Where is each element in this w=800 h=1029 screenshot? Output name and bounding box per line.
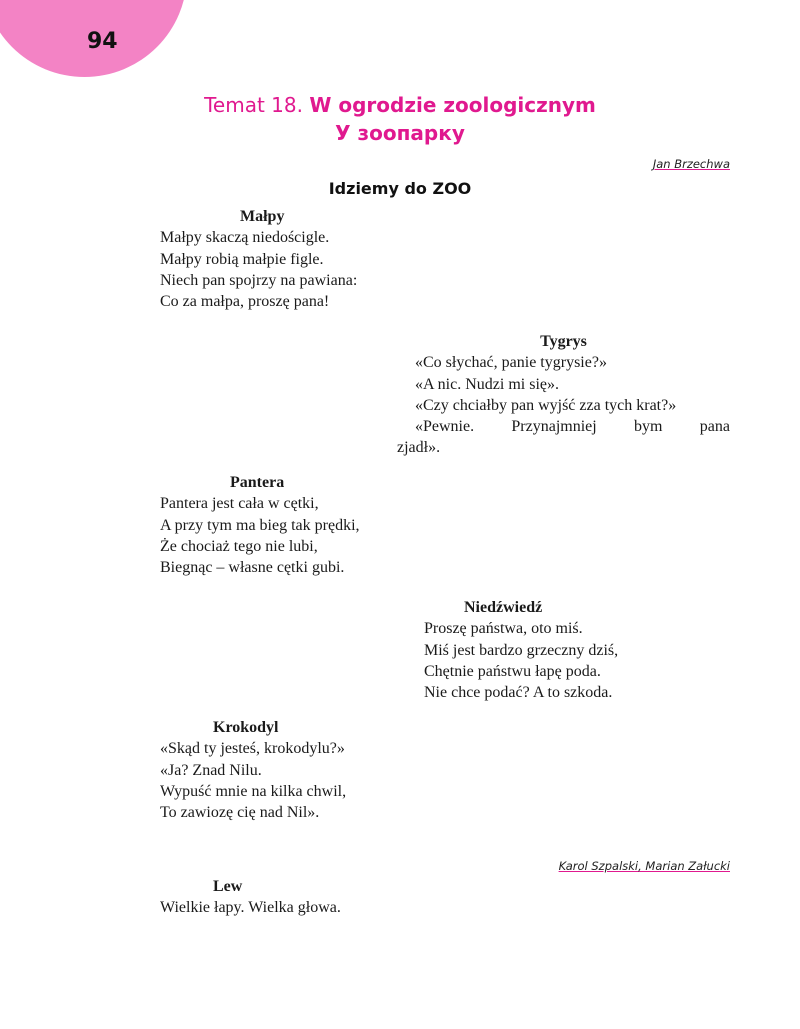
verse-word: pana: [699, 418, 730, 436]
verse-line: Biegnąc – własne cętki gubi.: [160, 559, 345, 577]
verse-line: Co za małpa, proszę pana!: [160, 293, 330, 311]
verse-line: Pantera jest cała w cętki,: [160, 495, 319, 513]
section-title-krokodyl: Krokodyl: [213, 719, 279, 736]
verse-line: Miś jest bardzo grzeczny dziś,: [424, 641, 619, 659]
verse-line-justified: [397, 416, 730, 437]
verse-word: «Pewnie.: [415, 418, 475, 436]
section-pantera: [160, 472, 360, 578]
verse-line: A przy tym ma bieg tak prędki,: [160, 516, 360, 534]
verse-line: «Co słychać, panie tygrysie?»: [415, 354, 607, 372]
verse-line: Że chociaż tego nie lubi,: [160, 537, 318, 555]
verse-line: Niech pan spojrzy na pawiana:: [160, 271, 358, 289]
section-title-lew: Lew: [213, 878, 243, 895]
author-szpalski-zalucki: Karol Szpalski, Marian Załucki: [558, 859, 730, 873]
topic-prefix: Temat 18.: [204, 93, 303, 117]
section-title-niedzwiedz: Niedźwiedź: [464, 599, 543, 616]
section-krokodyl: [160, 717, 346, 823]
verse-line: Proszę państwa, oto miś.: [424, 620, 583, 638]
verse-line: Nie chce podać? A to szkoda.: [424, 684, 613, 702]
section-tygrys: [397, 331, 730, 459]
verse-line: Małpy skaczą niedościgle.: [160, 229, 330, 247]
verse-line: «Czy chciałby pan wyjść zza tych krat?»: [415, 396, 677, 414]
section-title-malpy: Małpy: [240, 208, 285, 225]
section-title-pantera: Pantera: [230, 474, 285, 491]
verse-line: «Ja? Znad Nilu.: [160, 761, 262, 779]
page-number: 94: [87, 29, 118, 54]
section-malpy: [160, 206, 357, 312]
section-niedzwiedz: [424, 597, 618, 703]
topic-title-pl: W ogrodzie zoologicznym: [309, 93, 596, 117]
verse-line: Chętnie państwu łapę poda.: [424, 662, 601, 680]
verse-line: «Skąd ty jesteś, krokodylu?»: [160, 740, 345, 758]
author-brzechwa: Jan Brzechwa: [652, 157, 730, 171]
verse-line: To zawiozę cię nad Nil».: [160, 804, 320, 822]
poem-title: Idziemy do ZOO: [328, 179, 472, 198]
topic-title-ua: У зоопарку: [335, 121, 465, 145]
verse-line: Wypuść mnie na kilka chwil,: [160, 782, 347, 800]
verse-line-continuation: zjadł».: [397, 439, 441, 457]
topic-heading: [0, 93, 800, 117]
verse-line: Wielkie łapy. Wielka głowa.: [160, 899, 341, 917]
verse-line: «A nic. Nudzi mi się».: [415, 375, 559, 393]
verse-word: bym: [634, 418, 663, 436]
verse-word: Przynajmniej: [511, 418, 597, 436]
section-title-tygrys: Tygrys: [540, 333, 587, 350]
verse-line: Małpy robią małpie figle.: [160, 250, 324, 268]
section-lew: [160, 876, 341, 919]
